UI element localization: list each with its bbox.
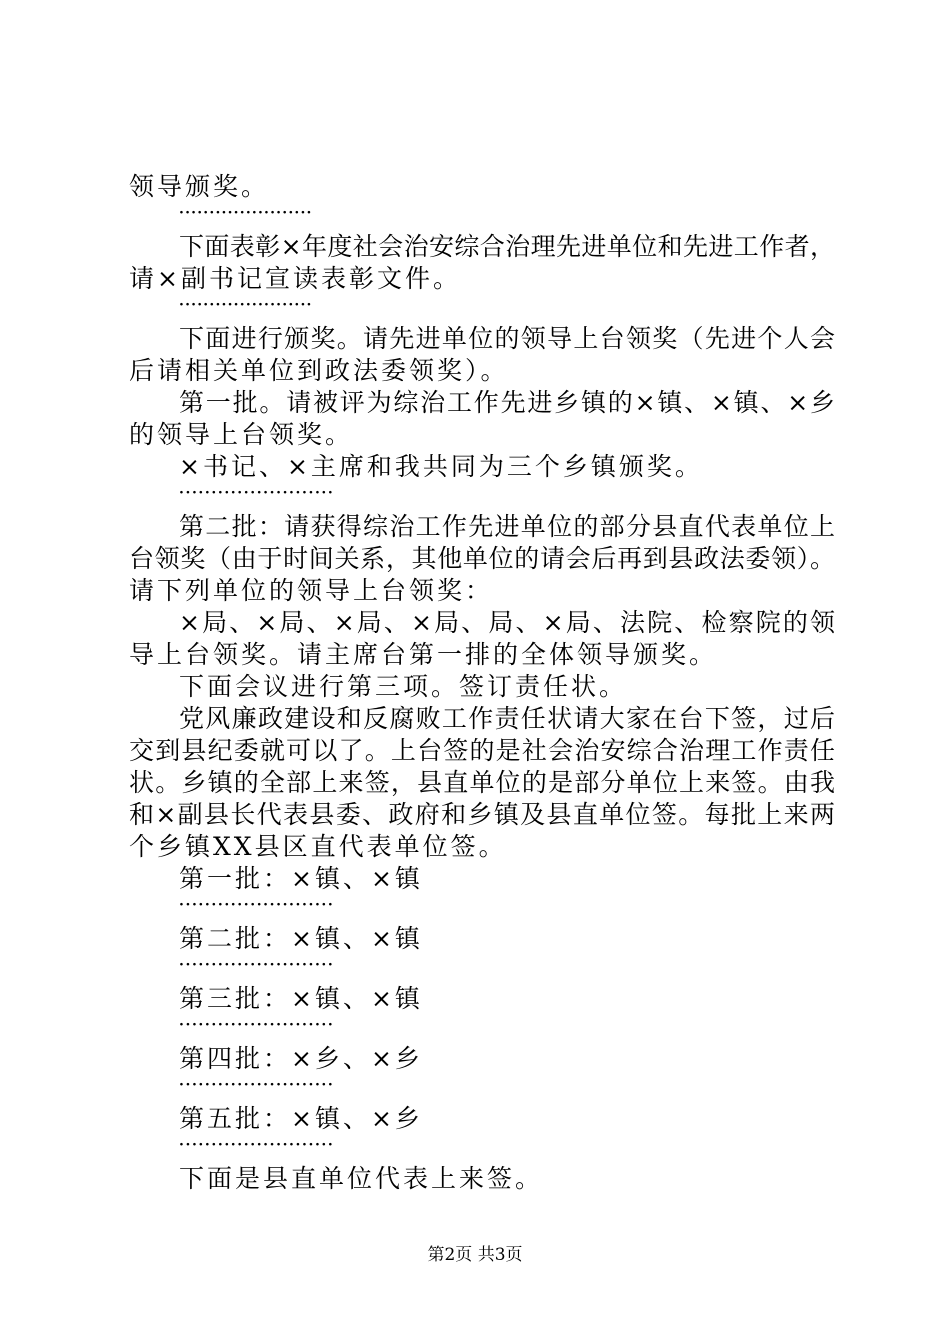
document-body [129, 171, 835, 1195]
paragraph-line: 下面进行颁奖。请先进单位的领导上台领奖（先进个人会 [179, 324, 835, 353]
batch-line: 第二批：×镇、×镇 [179, 924, 423, 953]
text-line: 导上台领奖。请主席台第一排的全体领导颁奖。 [129, 640, 718, 669]
text-line: 请×副书记宣读表彰文件。 [129, 264, 461, 293]
ellipsis-divider: ························ [179, 897, 335, 913]
batch-line: 第三批：×镇、×镇 [179, 984, 423, 1013]
batch-line: 第四批：×乡、×乡 [179, 1044, 423, 1073]
text-line: 交到县纪委就可以了。上台签的是社会治安综合治理工作责任 [129, 736, 835, 765]
text-line: 后请相关单位到政法委领奖）。 [129, 356, 509, 385]
paragraph-line: 下面会议进行第三项。签订责任状。 [179, 672, 628, 701]
text-line: 领导颁奖。 [129, 172, 270, 201]
text-line: 和×副县长代表县委、政府和乡镇及县直单位签。每批上来两 [129, 800, 835, 829]
text-line: 状。乡镇的全部上来签，县直单位的是部分单位上来签。由我 [129, 768, 835, 797]
text-line: 个乡镇XX县区直代表单位签。 [129, 832, 507, 861]
text-line: 的领导上台领奖。 [129, 420, 354, 449]
ellipsis-divider: ························ [179, 1137, 335, 1153]
ellipsis-divider: ························ [179, 1077, 335, 1093]
text-line: 请下列单位的领导上台领奖： [129, 576, 494, 605]
paragraph-line: 下面表彰×年度社会治安综合治理先进单位和先进工作者， [179, 232, 835, 261]
ellipsis-divider: ························ [179, 1017, 335, 1033]
paragraph-line: ×局、×局、×局、×局、局、×局、法院、检察院的领 [179, 608, 835, 637]
ellipsis-divider: ························ [179, 485, 335, 501]
paragraph-line: 党风廉政建设和反腐败工作责任状请大家在台下签，过后 [179, 704, 835, 733]
ellipsis-divider: ······················ [179, 297, 313, 313]
paragraph-line: 第二批：请获得综治工作先进单位的部分县直代表单位上 [179, 512, 835, 541]
paragraph-line: 第一批。请被评为综治工作先进乡镇的×镇、×镇、×乡 [179, 388, 836, 417]
paragraph-line: ×书记、×主席和我共同为三个乡镇颁奖。 [179, 452, 703, 481]
page-number-footer: 第2页 共3页 [427, 1245, 523, 1265]
ellipsis-divider: ······················ [179, 205, 313, 221]
ellipsis-divider: ························ [179, 957, 335, 973]
batch-line: 第一批：×镇、×镇 [179, 864, 423, 893]
text-line: 台领奖（由于时间关系，其他单位的请会后再到县政法委领）。 [129, 544, 835, 573]
paragraph-line: 下面是县直单位代表上来签。 [179, 1164, 544, 1193]
batch-line: 第五批：×镇、×乡 [179, 1104, 423, 1133]
